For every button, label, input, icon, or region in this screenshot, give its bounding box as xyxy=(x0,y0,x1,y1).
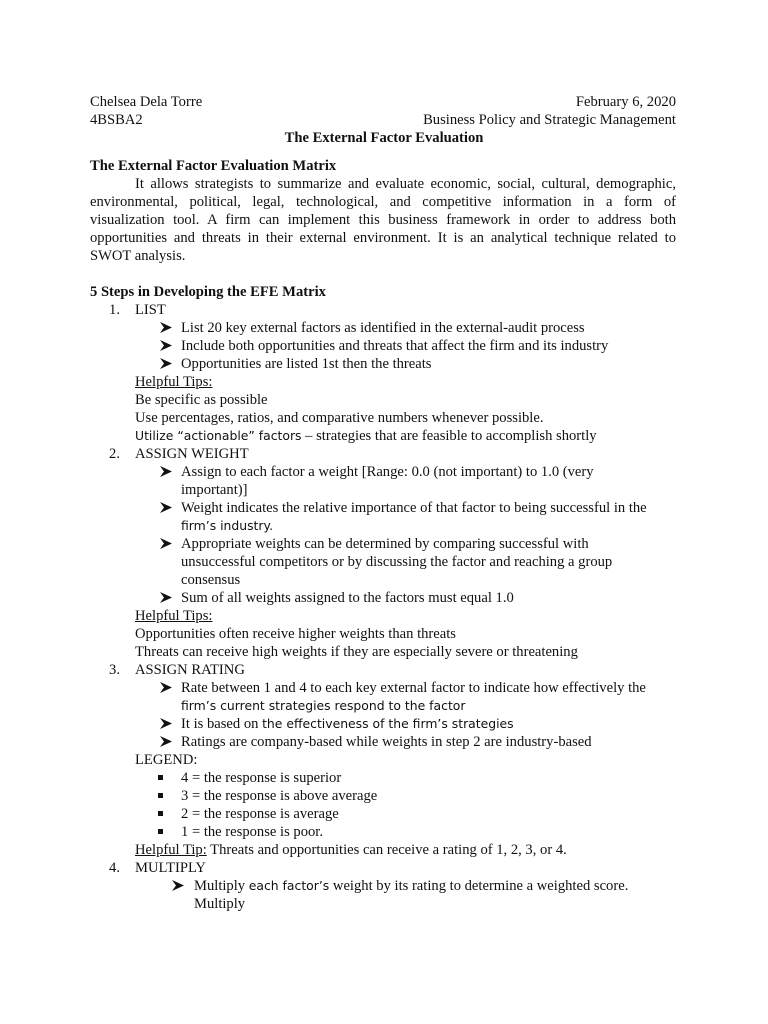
tip-text-part: Utilize “actionable” factors xyxy=(135,428,302,443)
arrow-bullet-icon xyxy=(160,535,174,553)
bullet-text-part: the effectiveness of the firm’s strategies xyxy=(262,716,514,731)
legend-item: 3 = the response is above average xyxy=(181,788,378,804)
bullet-text: List 20 key external factors as identified in the external-audit process xyxy=(181,320,585,336)
step-number: 4. xyxy=(109,860,120,876)
legend-label: LEGEND: xyxy=(135,752,198,768)
step-number: 1. xyxy=(109,302,120,318)
bullet-text: Include both opportunities and threats that affect the firm and its industry xyxy=(181,338,609,354)
matrix-heading: The External Factor Evaluation Matrix xyxy=(90,158,337,174)
bullet-text: Appropriate weights can be determined by comparing successful with xyxy=(181,536,589,552)
bullet-text: firm’s industry. xyxy=(181,518,274,533)
helpful-tip-label: Helpful Tip: xyxy=(135,842,207,858)
matrix-paragraph-line: It allows strategists to summarize and evaluate economic, social, cultural, demographic, xyxy=(135,176,676,192)
arrow-bullet-icon xyxy=(160,337,174,355)
tip-text: Opportunities often receive higher weights than threats xyxy=(135,626,456,642)
arrow-bullet-icon xyxy=(160,319,174,337)
bullet-text-part: It is based on xyxy=(181,716,263,732)
square-bullet-icon xyxy=(158,829,163,834)
course-name: Business Policy and Strategic Management xyxy=(423,112,676,128)
bullet-text-part: each factor’s xyxy=(248,878,330,893)
step-title: ASSIGN WEIGHT xyxy=(135,446,249,462)
arrow-bullet-icon xyxy=(172,877,186,895)
bullet-text: Multiply xyxy=(194,896,246,912)
bullet-text: Opportunities are listed 1st then the threats xyxy=(181,356,432,372)
bullet-text: important)] xyxy=(181,482,248,498)
bullet-text xyxy=(181,715,514,733)
tip-text-part: – strategies that are feasible to accomplish shortly xyxy=(301,428,597,444)
bullet-text xyxy=(194,877,628,895)
legend-item: 4 = the response is superior xyxy=(181,770,342,786)
square-bullet-icon xyxy=(158,811,163,816)
arrow-bullet-icon xyxy=(160,589,174,607)
arrow-bullet-icon xyxy=(160,355,174,373)
arrow-bullet-icon xyxy=(160,733,174,751)
bullet-text: Sum of all weights assigned to the factors must equal 1.0 xyxy=(181,590,514,606)
bullet-text: Ratings are company-based while weights in step 2 are industry-based xyxy=(181,734,592,750)
step-number: 3. xyxy=(109,662,120,678)
step-title: LIST xyxy=(135,302,166,318)
bullet-text: Weight indicates the relative importance of that factor to being successful in the xyxy=(181,500,647,516)
legend-item: 1 = the response is poor. xyxy=(181,824,323,840)
helpful-tips-label: Helpful Tips: xyxy=(135,608,213,624)
tip-text: Be specific as possible xyxy=(135,392,268,408)
author-name: Chelsea Dela Torre xyxy=(90,94,203,110)
arrow-bullet-icon xyxy=(160,679,174,697)
section-code: 4BSBA2 xyxy=(90,112,143,128)
helpful-tips-label: Helpful Tips: xyxy=(135,374,213,390)
arrow-bullet-icon xyxy=(160,715,174,733)
tip-text: Threats can receive high weights if they are especially severe or threatening xyxy=(135,644,578,660)
matrix-paragraph-line: SWOT analysis. xyxy=(90,248,186,264)
bullet-text-part: Multiply xyxy=(194,878,249,894)
step-title: ASSIGN RATING xyxy=(135,662,245,678)
matrix-paragraph-line: opportunities and threats in their external environment. It is an analytical technique related to xyxy=(90,230,676,246)
square-bullet-icon xyxy=(158,775,163,780)
arrow-bullet-icon xyxy=(160,499,174,517)
legend-item: 2 = the response is average xyxy=(181,806,339,822)
bullet-text: Rate between 1 and 4 to each key external factor to indicate how effectively the xyxy=(181,680,646,696)
square-bullet-icon xyxy=(158,793,163,798)
steps-heading: 5 Steps in Developing the EFE Matrix xyxy=(90,284,326,300)
step-number: 2. xyxy=(109,446,120,462)
bullet-text-part: weight by its rating to determine a weighted score. xyxy=(329,878,629,894)
bullet-text: firm’s current strategies respond to the factor xyxy=(181,698,466,713)
bullet-text: Assign to each factor a weight [Range: 0.0 (not important) to 1.0 (very xyxy=(181,464,594,480)
step-title: MULTIPLY xyxy=(135,860,206,876)
tip-text: Use percentages, ratios, and comparative numbers whenever possible. xyxy=(135,410,544,426)
document-date: February 6, 2020 xyxy=(575,94,676,110)
tip-text-part: Threats and opportunities can receive a rating of 1, 2, 3, or 4. xyxy=(206,842,567,858)
arrow-bullet-icon xyxy=(160,463,174,481)
tip-text xyxy=(135,841,567,859)
document-title: The External Factor Evaluation xyxy=(284,130,484,146)
bullet-text: unsuccessful competitors or by discussing the factor and reaching a group xyxy=(181,554,613,570)
matrix-paragraph-line: environmental, political, legal, technological, and competitive information in a form of xyxy=(90,194,676,210)
matrix-paragraph-line: visualization tool. A firm can implement this business framework in order to address both xyxy=(90,212,676,228)
bullet-text: consensus xyxy=(181,572,241,588)
tip-text xyxy=(135,427,597,445)
